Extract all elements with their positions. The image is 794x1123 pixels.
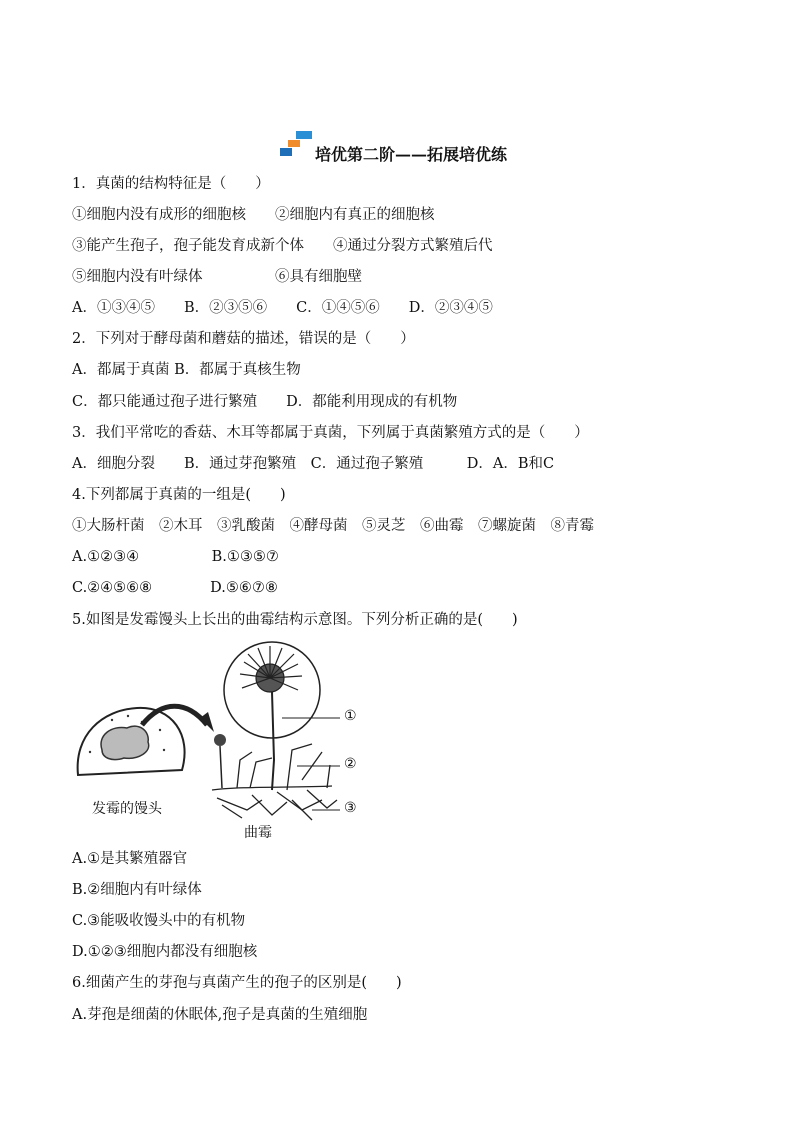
question-3-stem: 3．我们平常吃的香菇、木耳等都属于真菌，下列属于真菌繁殖方式的是（ ） xyxy=(72,425,589,441)
mold-label: 曲霉 xyxy=(244,825,272,841)
logo-block-3 xyxy=(280,148,292,156)
question-2-option: C．都只能通过孢子进行繁殖 D．都能利用现成的有机物 xyxy=(72,394,458,410)
marker-3: ③ xyxy=(344,800,357,816)
question-1-options: A．①③④⑤ B．②③⑤⑥ C．①④⑤⑥ D．②③④⑤ xyxy=(72,300,493,316)
moldy-bread-lump xyxy=(101,726,149,759)
logo-block-1 xyxy=(296,131,312,139)
mold-structure-diagram xyxy=(72,640,372,845)
aerial-hypha xyxy=(272,692,274,790)
bread-label: 发霉的馒头 xyxy=(92,801,162,817)
question-4-stem: 4.下列都属于真菌的一组是( ) xyxy=(72,487,286,503)
substrate-hyphae xyxy=(212,786,337,820)
question-5-option: B.②细胞内有叶绿体 xyxy=(72,882,202,898)
decorative-logo-icon xyxy=(279,130,315,158)
question-2-stem: 2．下列对于酵母菌和蘑菇的描述，错误的是（ ） xyxy=(72,331,415,347)
spore-head xyxy=(240,646,302,692)
question-4-item: ①大肠杆菌 ②木耳 ③乳酸菌 ④酵母菌 ⑤灵芝 ⑥曲霉 ⑦螺旋菌 ⑧青霉 xyxy=(72,518,594,534)
question-4-option: A.①②③④ B.①③⑤⑦ xyxy=(72,549,279,565)
marker-1: ① xyxy=(344,708,357,724)
logo-block-2 xyxy=(288,140,300,147)
question-1-item: ③能产生孢子，孢子能发育成新个体 ④通过分裂方式繁殖后代 xyxy=(72,238,493,254)
small-stalk xyxy=(220,746,222,788)
question-1-item: ①细胞内没有成形的细胞核 ②细胞内有真正的细胞核 xyxy=(72,207,435,223)
question-5-option: C.③能吸收馒头中的有机物 xyxy=(72,913,246,929)
marker-2: ② xyxy=(344,756,357,772)
question-5-option: D.①②③细胞内都没有细胞核 xyxy=(72,944,258,960)
question-4-option: C.②④⑤⑥⑧ D.⑤⑥⑦⑧ xyxy=(72,580,278,596)
question-2-option: A．都属于真菌 B．都属于真核生物 xyxy=(72,362,301,378)
small-spore-head xyxy=(214,734,226,746)
question-6-stem: 6.细菌产生的芽孢与真菌产生的孢子的区别是( ) xyxy=(72,975,402,991)
question-6-option: A.芽孢是细菌的休眠体,孢子是真菌的生殖细胞 xyxy=(72,1007,368,1023)
question-1-item: ⑤细胞内没有叶绿体 ⑥具有细胞壁 xyxy=(72,269,362,285)
question-1-stem: 1．真菌的结构特征是（ ） xyxy=(72,176,270,192)
page-title: 培优第二阶——拓展培优练 xyxy=(315,145,508,164)
upright-hyphae xyxy=(237,744,330,790)
question-5-option: A.①是其繁殖器官 xyxy=(72,851,188,867)
question-5-stem: 5.如图是发霉馒头上长出的曲霉结构示意图。下列分析正确的是( ) xyxy=(72,612,518,628)
question-3-options: A．细胞分裂 B．通过芽孢繁殖 C．通过孢子繁殖 D．A．B和C xyxy=(72,456,555,472)
